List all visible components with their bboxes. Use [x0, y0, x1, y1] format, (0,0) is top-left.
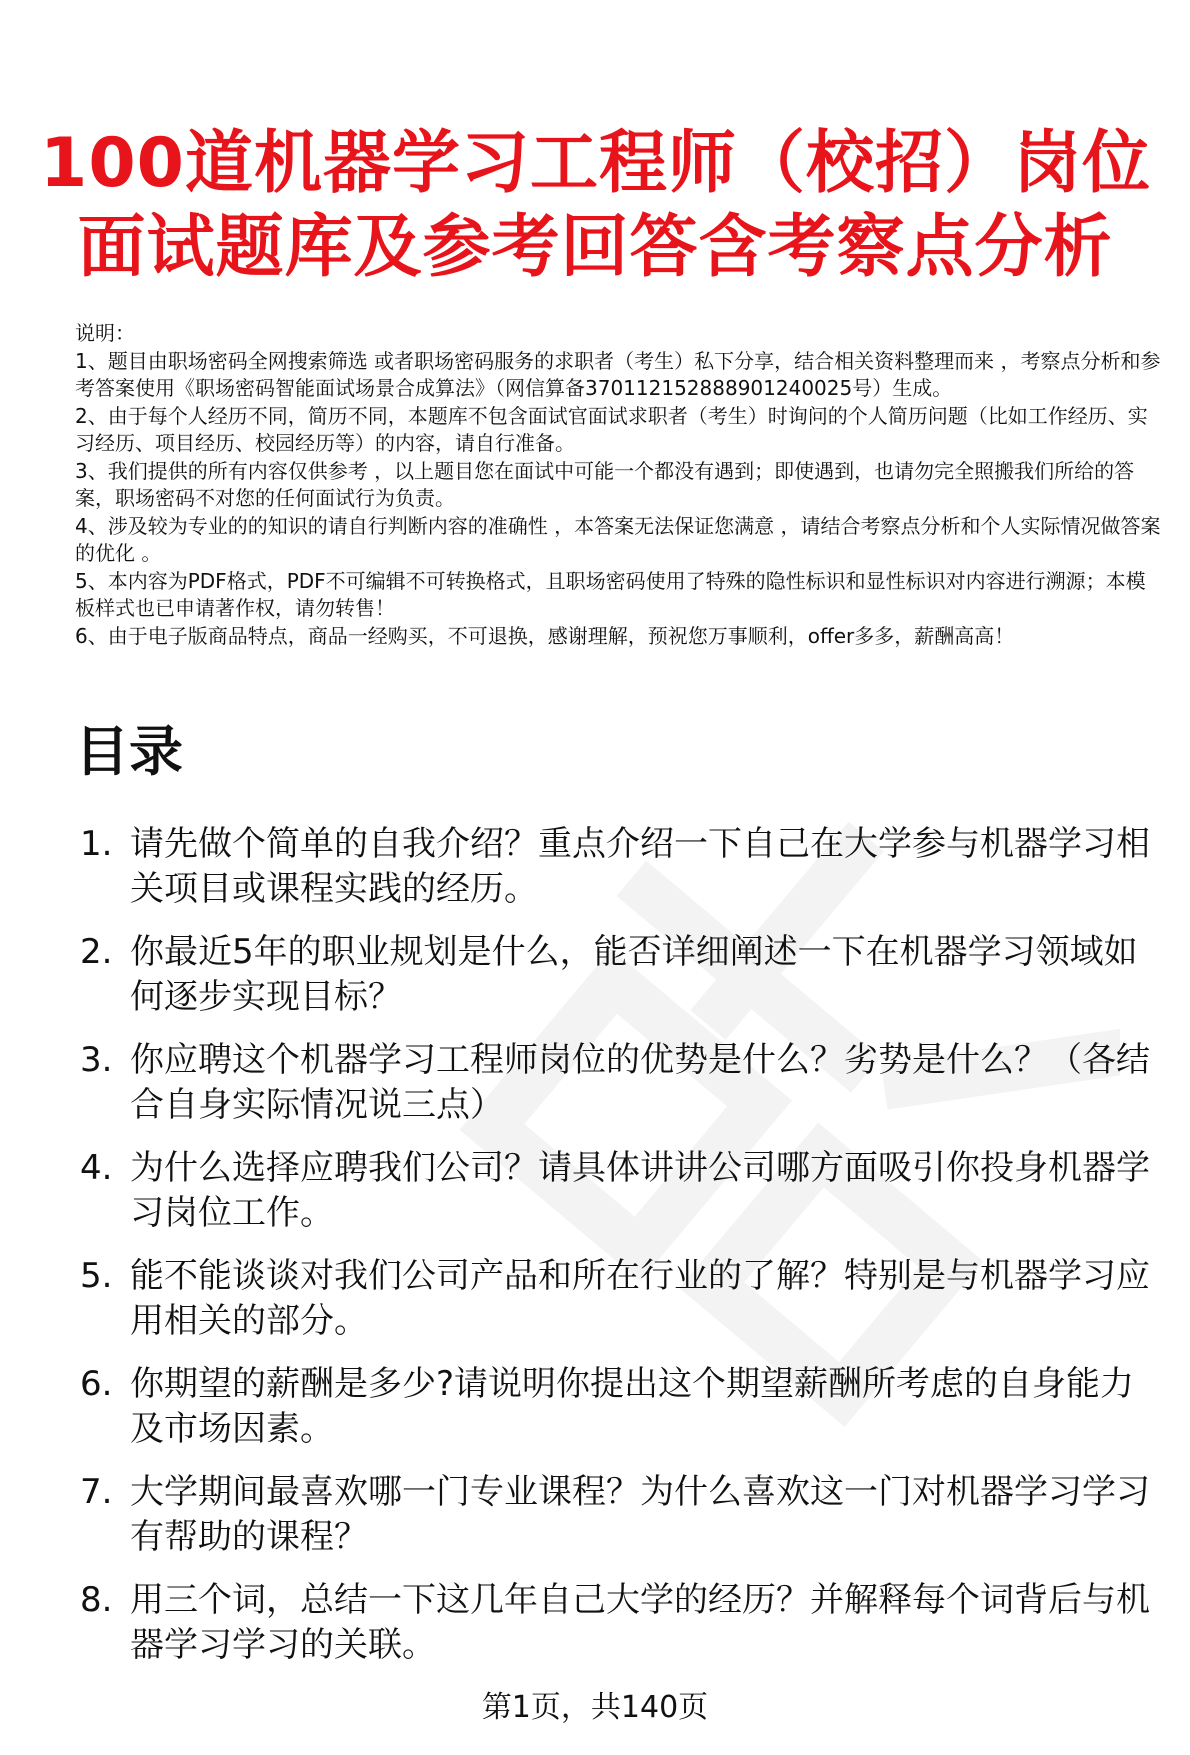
note-item: 3、我们提供的所有内容仅供参考 ，以上题目您在面试中可能一个都没有遇到；即使遇到，也请勿完全照搬我们所给的答案，职场密码不对您的任何面试行为负责。: [75, 458, 1135, 510]
page-footer: 第1页，共140页: [481, 1690, 709, 1725]
toc-item-text: 你应聘这个机器学习工程师岗位的优势是什么？劣势是什么？（各结合自身实际情况说三点）: [130, 1040, 1150, 1125]
toc-item-number: 8.: [80, 1580, 113, 1620]
toc-item-text: 用三个词，总结一下这几年自己大学的经历？并解释每个词背后与机器学习学习的关联。: [130, 1580, 1150, 1665]
note-item: 5、本内容为PDF格式，PDF不可编辑不可转换格式，且职场密码使用了特殊的隐性标识和显性标识对内容进行溯源；本模板样式也已申请著作权，请勿转售！: [75, 568, 1146, 620]
toc-item[interactable]: [75, 1254, 1165, 1344]
toc-item-number: 5.: [80, 1256, 113, 1296]
toc-item-number: 1.: [80, 824, 113, 864]
toc-heading: 目录: [75, 720, 183, 783]
note-item: 2、由于每个人经历不同，简历不同，本题库不包含面试官面试求职者（考生）时询问的个人简历问题（比如工作经历、实习经历、项目经历、校园经历等）的内容，请自行准备。: [75, 403, 1148, 455]
toc-item-text: 你最近5年的职业规划是什么，能否详细阐述一下在机器学习领域如何逐步实现目标？: [130, 932, 1138, 1017]
toc-item-number: 6.: [80, 1364, 113, 1404]
title-line-1: 100道机器学习工程师（校招）岗位: [40, 124, 1151, 203]
note-item: 4、涉及较为专业的的知识的请自行判断内容的准确性 ，本答案无法保证您满意 ，请结合考察点分析和个人实际情况做答案的优化 。: [75, 513, 1161, 565]
document-title: [40, 122, 1150, 290]
notes-label: 说明：: [75, 321, 135, 345]
toc-item-number: 3.: [80, 1040, 113, 1080]
toc-item-number: 2.: [80, 932, 113, 972]
toc-item[interactable]: [75, 1470, 1165, 1560]
toc-item-text: 请先做个简单的自我介绍？重点介绍一下自己在大学参与机器学习相关项目或课程实践的经历。: [130, 824, 1150, 909]
toc-list: [75, 822, 1165, 1686]
toc-item-number: 4.: [80, 1148, 113, 1188]
toc-item[interactable]: [75, 822, 1165, 912]
toc-item-text: 能不能谈谈对我们公司产品和所在行业的了解？特别是与机器学习应用相关的部分。: [130, 1256, 1150, 1341]
disclaimer-notes: [75, 320, 1165, 650]
toc-item-text: 为什么选择应聘我们公司？请具体讲讲公司哪方面吸引你投身机器学习岗位工作。: [130, 1148, 1150, 1233]
toc-item-number: 7.: [80, 1472, 113, 1512]
note-item: 1、题目由职场密码全网搜索筛选 或者职场密码服务的求职者（考生）私下分享，结合相关资料整理而来 ，考察点分析和参考答案使用《职场密码智能面试场景合成算法》（网信算备370112152888901240025号）生成。: [75, 348, 1161, 400]
note-item: 6、由于电子版商品特点，商品一经购买，不可退换，感谢理解，预祝您万事顺利，offer多多，薪酬高高！: [75, 623, 1015, 648]
toc-item[interactable]: [75, 1362, 1165, 1452]
toc-item-text: 大学期间最喜欢哪一门专业课程？为什么喜欢这一门对机器学习学习有帮助的课程？: [130, 1472, 1150, 1557]
toc-item[interactable]: [75, 1146, 1165, 1236]
toc-item-text: 你期望的薪酬是多少?请说明你提出这个期望薪酬所考虑的自身能力及市场因素。: [130, 1364, 1135, 1449]
toc-item[interactable]: [75, 930, 1165, 1020]
toc-item[interactable]: [75, 1038, 1165, 1128]
title-line-2: 面试题库及参考回答含考察点分析: [77, 208, 1113, 287]
toc-item[interactable]: [75, 1578, 1165, 1668]
